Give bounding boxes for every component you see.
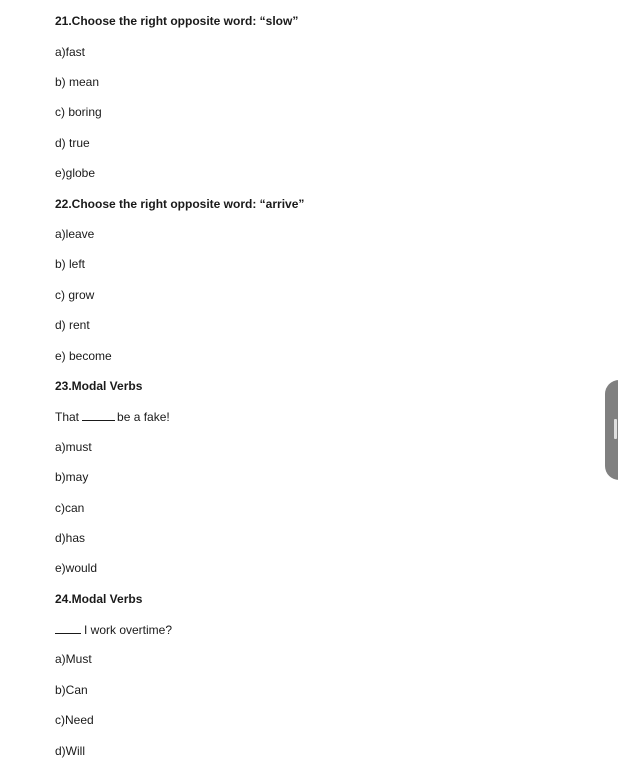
panel-handle-icon bbox=[614, 419, 617, 439]
question-24-title: 24.Modal Verbs bbox=[55, 592, 143, 606]
question-24-option-c: c)Need bbox=[55, 713, 94, 727]
question-23-prompt-end: be a fake! bbox=[117, 410, 170, 424]
question-21-option-c: c) boring bbox=[55, 105, 102, 119]
question-24-prompt bbox=[55, 622, 172, 637]
question-22-option-b: b) left bbox=[55, 257, 86, 271]
answer-blank bbox=[55, 622, 81, 634]
question-21-option-e: e)globe bbox=[55, 166, 96, 180]
question-21-title: 21.Choose the right opposite word: “slow” bbox=[55, 14, 299, 28]
question-23-option-e: e)would bbox=[55, 561, 98, 575]
question-23-option-d: d)has bbox=[55, 531, 86, 545]
question-21-option-b: b) mean bbox=[55, 75, 100, 89]
question-23-title: 23.Modal Verbs bbox=[55, 379, 143, 393]
question-24-prompt-text: I work overtime? bbox=[84, 623, 173, 637]
question-22-title: 22.Choose the right opposite word: “arrive” bbox=[55, 197, 305, 211]
question-24-option-a: a)Must bbox=[55, 652, 92, 666]
question-22-option-c: c) grow bbox=[55, 288, 95, 302]
question-23-prompt bbox=[55, 409, 170, 424]
question-24-option-d: d)Will bbox=[55, 744, 85, 758]
question-24-option-b: b)Can bbox=[55, 683, 88, 697]
question-23-prompt-start: That bbox=[55, 410, 80, 424]
side-panel-tab[interactable] bbox=[605, 380, 618, 480]
question-23-option-a: a)must bbox=[55, 440, 92, 454]
question-21-option-a: a)fast bbox=[55, 45, 86, 59]
answer-blank bbox=[82, 409, 115, 421]
question-22-option-a: a)leave bbox=[55, 227, 95, 241]
question-22-option-e: e) become bbox=[55, 349, 112, 363]
question-21-option-d: d) true bbox=[55, 136, 90, 150]
question-22-option-d: d) rent bbox=[55, 318, 90, 332]
question-23-option-b: b)may bbox=[55, 470, 89, 484]
question-23-option-c: c)can bbox=[55, 501, 85, 515]
